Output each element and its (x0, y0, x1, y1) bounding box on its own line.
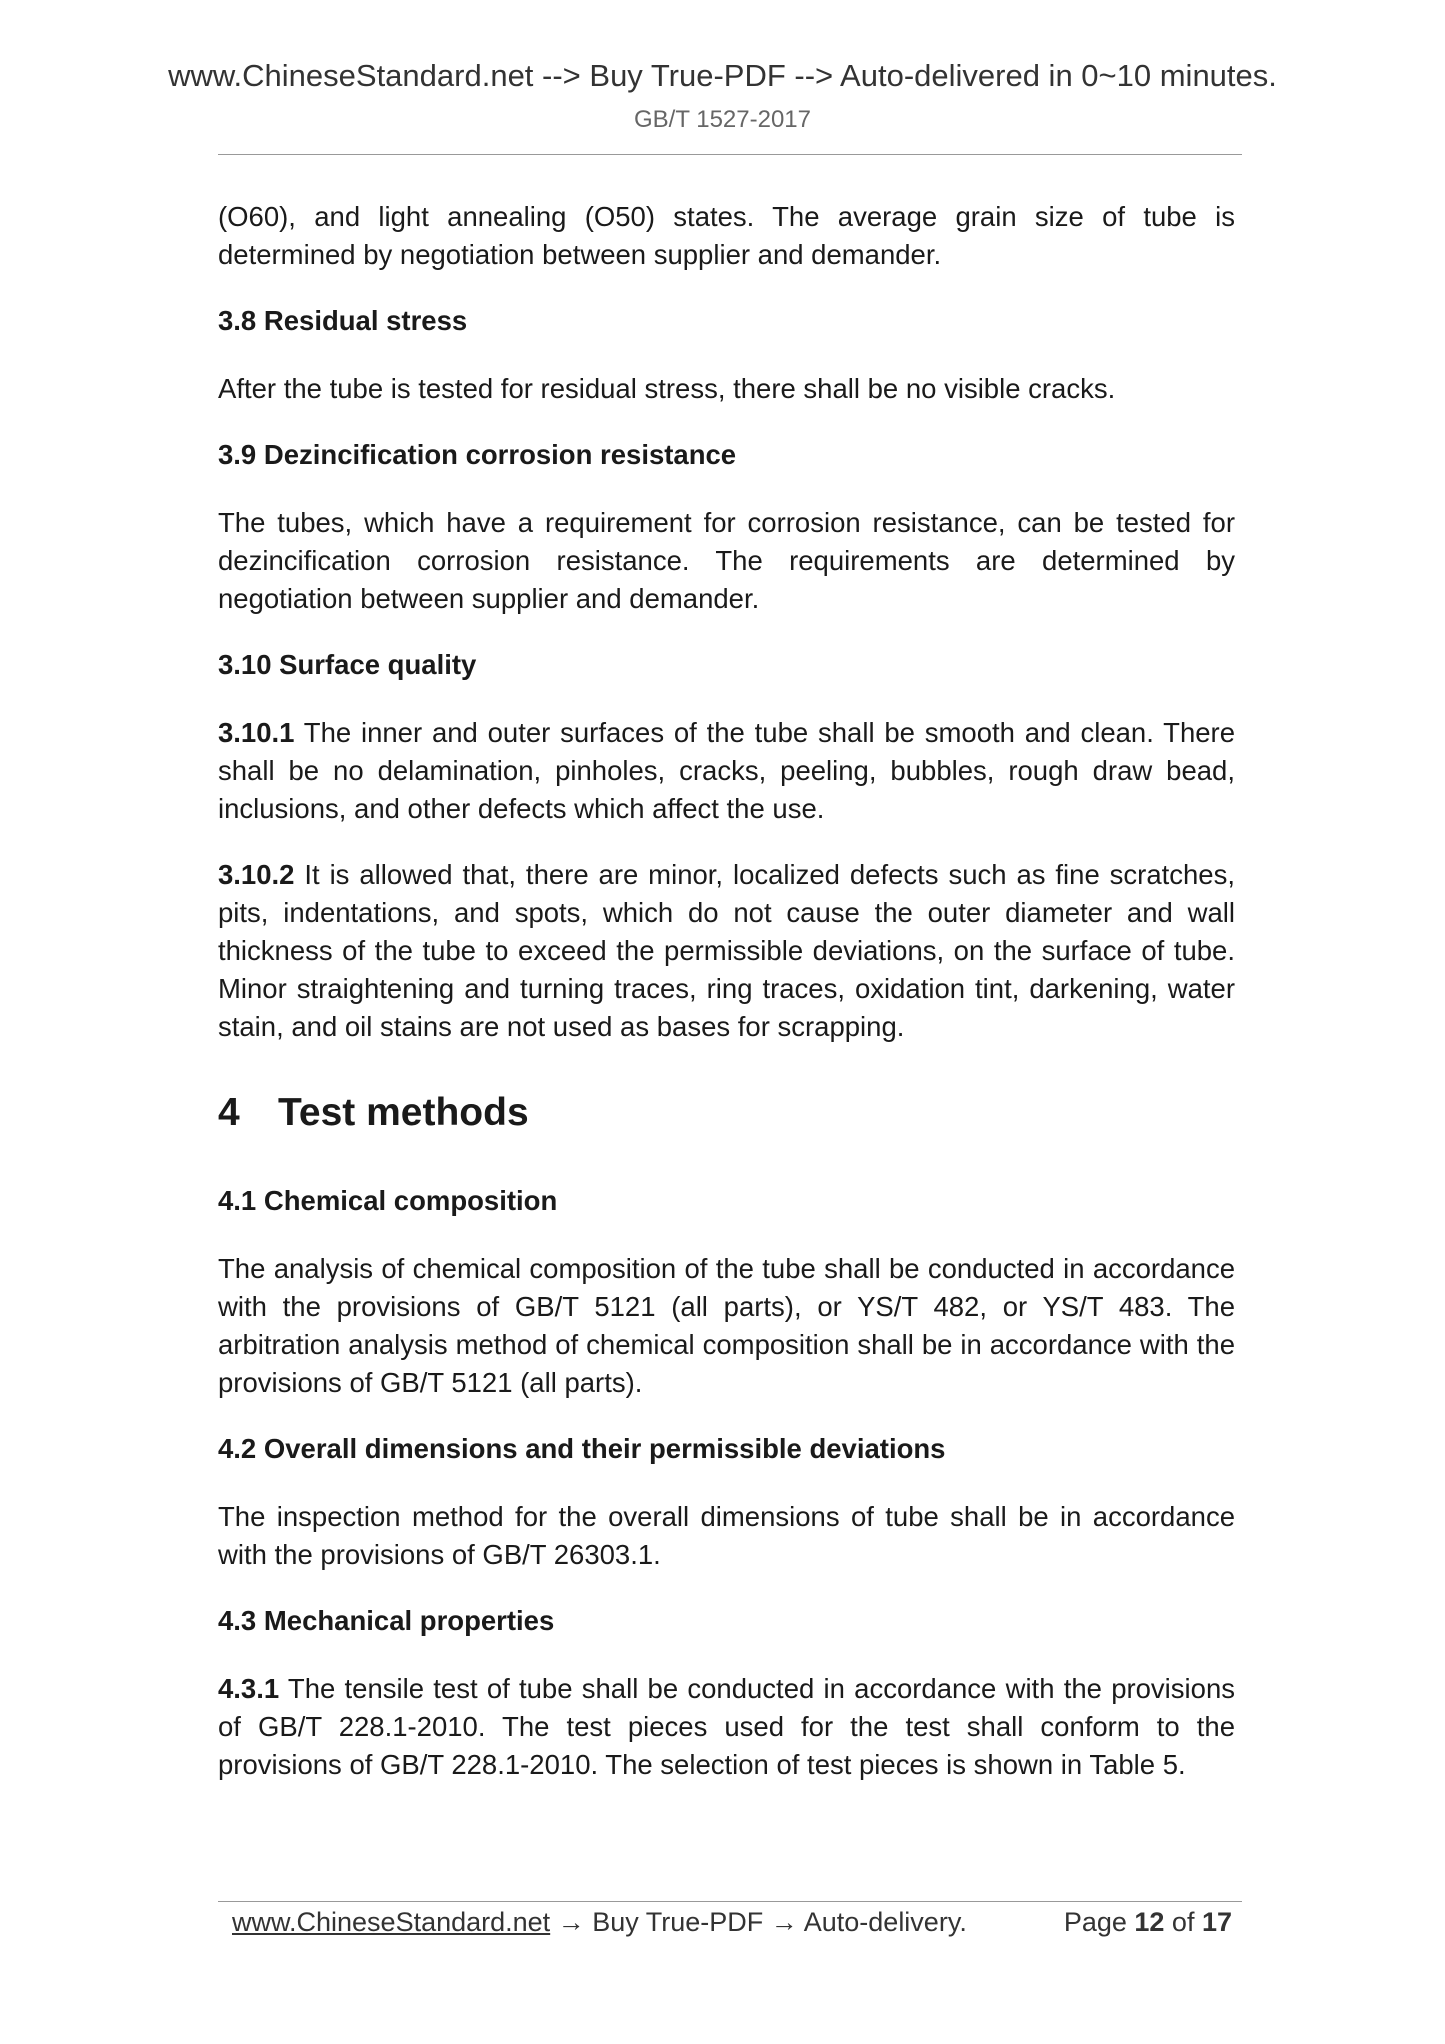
page-indicator (1064, 1904, 1232, 1940)
current-page-number: 12 (1134, 1907, 1165, 1937)
header-banner: www.ChineseStandard.net --> Buy True-PDF --> Auto-delivered in 0~10 minutes. (168, 58, 1277, 93)
clause-4-3-1 (218, 1670, 1235, 1784)
clause-3-10-1 (218, 714, 1235, 828)
document-code: GB/T 1527-2017 (633, 106, 811, 133)
page-content (218, 198, 1235, 1812)
chapter-number: 4 (218, 1091, 240, 1134)
page-label: Page (1063, 1907, 1135, 1937)
paragraph-4-2: The inspection method for the overall dimensions of tube shall be in accordance with the provisions of GB/T 26303.1. (218, 1501, 1235, 1570)
heading-4-3: 4.3 Mechanical properties (218, 1605, 555, 1636)
heading-4-1: 4.1 Chemical composition (218, 1185, 558, 1216)
heading-4-2: 4.2 Overall dimensions and their permissible deviations (218, 1433, 946, 1464)
of-label: of (1164, 1907, 1202, 1937)
paragraph-4-1: The analysis of chemical composition of the tube shall be conducted in accordance with the provisions of GB/T 5121 (all parts), or YS/T 482, or YS/T 483. The arbitration analysis method of chemical composition shall be in accordance with the provisions of GB/T 5121 (all parts). (218, 1253, 1235, 1398)
clause-text: The tensile test of tube shall be conducted in accordance with the provisions of GB/T 228.1-2010. The test pieces used for the test shall conform to the provisions of GB/T 228.1-2010. The selection of test pieces is shown in Table 5. (218, 1673, 1235, 1780)
footer-site-link[interactable]: www.ChineseStandard.net (232, 1907, 551, 1937)
clause-number: 4.3.1 (218, 1673, 280, 1704)
chapter-4-heading (218, 1090, 1235, 1136)
footer-tagline: → Buy True-PDF → Auto-delivery. (550, 1907, 967, 1937)
clause-text: It is allowed that, there are minor, localized defects such as fine scratches, pits, indentations, and spots, which do not cause the outer diameter and wall thickness of the tube to exceed the permissible deviations, on the surface of tube. Minor straightening and turning traces, ring traces, oxidation tint, darkening, water stain, and oil stains are not used as bases for scrapping. (218, 859, 1235, 1042)
paragraph-3-8: After the tube is tested for residual stress, there shall be no visible cracks. (218, 373, 1116, 404)
heading-3-10: 3.10 Surface quality (218, 649, 477, 680)
clause-text: The inner and outer surfaces of the tube shall be smooth and clean. There shall be no delamination, pinholes, cracks, peeling, bubbles, rough draw bead, inclusions, and other defects which affect the use. (218, 717, 1235, 824)
clause-number: 3.10.1 (218, 717, 295, 748)
clause-3-10-2 (218, 856, 1235, 1046)
paragraph-3-9: The tubes, which have a requirement for corrosion resistance, can be tested for dezincification corrosion resistance. The requirements are determined by negotiation between supplier and demander. (218, 507, 1235, 614)
heading-3-9: 3.9 Dezincification corrosion resistance (218, 439, 737, 470)
header-divider (218, 154, 1242, 155)
clause-number: 3.10.2 (218, 859, 295, 890)
total-pages: 17 (1201, 1907, 1232, 1937)
footer-divider (218, 1901, 1242, 1902)
page-footer (232, 1904, 1232, 1940)
chapter-title: Test methods (278, 1091, 529, 1134)
intro-paragraph: (O60), and light annealing (O50) states. The average grain size of tube is determined by negotiation between supplier and demander. (218, 201, 1235, 270)
heading-3-8: 3.8 Residual stress (218, 305, 468, 336)
